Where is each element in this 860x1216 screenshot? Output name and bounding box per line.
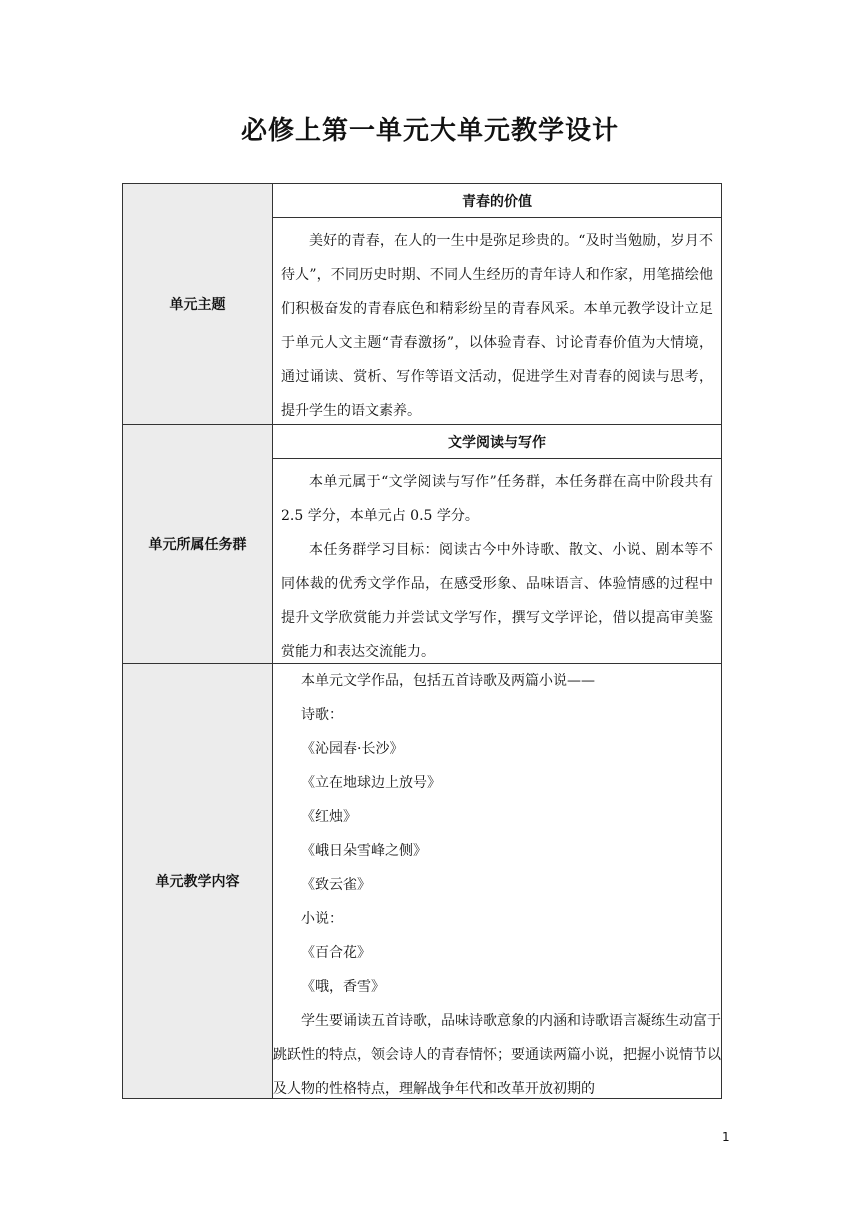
novel-item: 《百合花》 bbox=[301, 945, 371, 961]
row-body-unit-theme bbox=[273, 218, 722, 425]
poem-item: 《立在地球边上放号》 bbox=[301, 775, 441, 791]
poem-item: 《致云雀》 bbox=[301, 877, 371, 893]
paragraph: 美好的青春，在人的一生中是弥足珍贵的。“及时当勉励，岁月不待人”，不同历史时期、不同人生经历的青年诗人和作家，用笔描绘他们积极奋发的青春底色和精彩纷呈的青春风采。本单元教学设计立足于单元人文主题“青春激扬”，以体验青春、讨论青春价值为大情境，通过诵读、赏析、写作等语文活动，促进学生对青春的阅读与思考，提升学生的语文素养。 bbox=[281, 233, 713, 419]
row-label-teaching-content: 单元教学内容 bbox=[123, 664, 273, 1099]
poetry-heading: 诗歌： bbox=[301, 707, 343, 723]
novel-item: 《哦，香雪》 bbox=[301, 979, 385, 995]
row-subheading-youth-value: 青春的价值 bbox=[273, 184, 722, 218]
paragraph: 本单元属于“文学阅读与写作”任务群，本任务群在高中阶段共有 2.5 学分，本单元占 0.5 学分。 bbox=[281, 474, 713, 524]
table-row bbox=[123, 664, 722, 1099]
closing-paragraph: 学生要诵读五首诗歌，品味诗歌意象的内涵和诗歌语言凝练生动富于跳跃性的特点，领会诗人的青春情怀；要通读两篇小说，把握小说情节以及人物的性格特点，理解战争年代和改革开放初期的 bbox=[273, 1013, 721, 1097]
document-title: 必修上第一单元大单元教学设计 bbox=[240, 116, 619, 146]
row-body-teaching-content bbox=[273, 664, 722, 1099]
poem-item: 《沁园春·长沙》 bbox=[301, 741, 404, 757]
row-label-task-group: 单元所属任务群 bbox=[123, 425, 273, 664]
row-label-unit-theme: 单元主题 bbox=[123, 184, 273, 425]
page-number: 1 bbox=[722, 1130, 730, 1144]
row-body-task-group bbox=[273, 459, 722, 664]
poem-item: 《峨日朵雪峰之侧》 bbox=[301, 843, 427, 859]
table-row bbox=[123, 184, 722, 218]
row-subheading-literary-reading: 文学阅读与写作 bbox=[273, 425, 722, 459]
paragraph: 本任务群学习目标：阅读古今中外诗歌、散文、小说、剧本等不同体裁的优秀文学作品，在感受形象、品味语言、体验情感的过程中提升文学欣赏能力并尝试文学写作，撰写文学评论，借以提高审美鉴赏能力和表达交流能力。 bbox=[281, 542, 713, 660]
novel-heading: 小说： bbox=[301, 911, 343, 927]
table-row bbox=[123, 425, 722, 459]
teaching-design-table bbox=[122, 183, 722, 1099]
poem-item: 《红烛》 bbox=[301, 809, 357, 825]
content-intro: 本单元文学作品，包括五首诗歌及两篇小说—— bbox=[301, 673, 595, 689]
